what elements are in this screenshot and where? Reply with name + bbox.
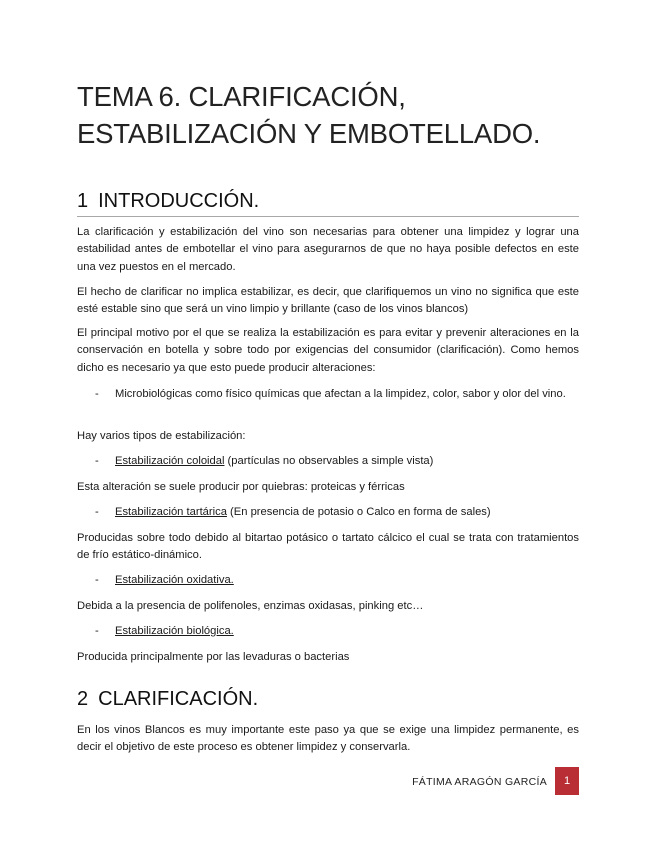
- list-item: [77, 453, 579, 470]
- section-heading-clarificacion: [77, 686, 579, 714]
- underlined-term: Estabilización tartárica: [115, 506, 227, 518]
- bullet-dash: -: [95, 574, 99, 586]
- underlined-term: Estabilización biológica.: [115, 625, 234, 637]
- list-item: [77, 386, 579, 403]
- section-number: 1: [77, 190, 89, 212]
- paragraph: Producida principalmente por las levaduras o bacterias: [77, 651, 350, 663]
- paragraph: Debida a la presencia de polifenoles, enzimas oxidasas, pinking etc…: [77, 600, 424, 612]
- paragraph: Producidas sobre todo debido al bitartao potásico o tartato cálcico el cual se trata con tratamientos de frío estático-dinámico.: [77, 532, 579, 562]
- section-number: 2: [77, 688, 89, 710]
- page-title: TEMA 6. CLARIFICACIÓN, ESTABILIZACIÓN Y EMBOTELLADO.: [77, 81, 541, 149]
- bullet-dash: -: [95, 455, 99, 467]
- section-title: CLARIFICACIÓN.: [98, 688, 259, 710]
- paragraph: Hay varios tipos de estabilización:: [77, 430, 246, 442]
- paragraph: El principal motivo por el que se realiza la estabilización es para evitar y prevenir alteraciones en la conservación en botella y sobre todo por exigencias del consumidor (clarificación). Como hemos dicho es necesario ya que esto puede producir alteraciones:: [77, 327, 579, 374]
- section-heading-introduccion: [77, 188, 579, 217]
- paragraph: La clarificación y estabilización del vino son necesarias para obtener una limpidez y lograr una estabilidad antes de embotellar el vino para asegurarnos de que no haya posible defectos en este una vez puestos en el mercado.: [77, 226, 579, 273]
- list-item-text: Microbiológicas como físico químicas que afectan a la limpidez, color, sabor y olor del vino.: [115, 388, 566, 400]
- bullet-dash: -: [95, 506, 99, 518]
- underlined-term: Estabilización coloidal: [115, 455, 225, 467]
- paragraph: El hecho de clarificar no implica estabilizar, es decir, que clarifiquemos un vino no significa que este esté estable sino que será un vino limpio y brillante (caso de los vinos blancos): [77, 286, 579, 316]
- paragraph: En los vinos Blancos es muy importante este paso ya que se exige una limpidez permanente, es decir el objetivo de este proceso es obtener limpidez y conservarla.: [77, 724, 579, 754]
- list-item: [77, 623, 579, 640]
- list-item: [77, 504, 579, 521]
- underlined-term: Estabilización oxidativa.: [115, 574, 234, 586]
- list-item: [77, 572, 579, 589]
- footer-author: FÁTIMA ARAGÓN GARCÍA: [412, 776, 547, 788]
- paragraph: Esta alteración se suele producir por quiebras: proteicas y férricas: [77, 481, 405, 493]
- section-title: INTRODUCCIÓN.: [98, 190, 260, 212]
- bullet-dash: -: [95, 625, 99, 637]
- bullet-dash: -: [95, 388, 99, 400]
- page-number-badge: 1: [555, 767, 579, 795]
- list-item-text: (partículas no observables a simple vista): [224, 455, 434, 467]
- list-item-text: (En presencia de potasio o Calco en forma de sales): [226, 506, 491, 518]
